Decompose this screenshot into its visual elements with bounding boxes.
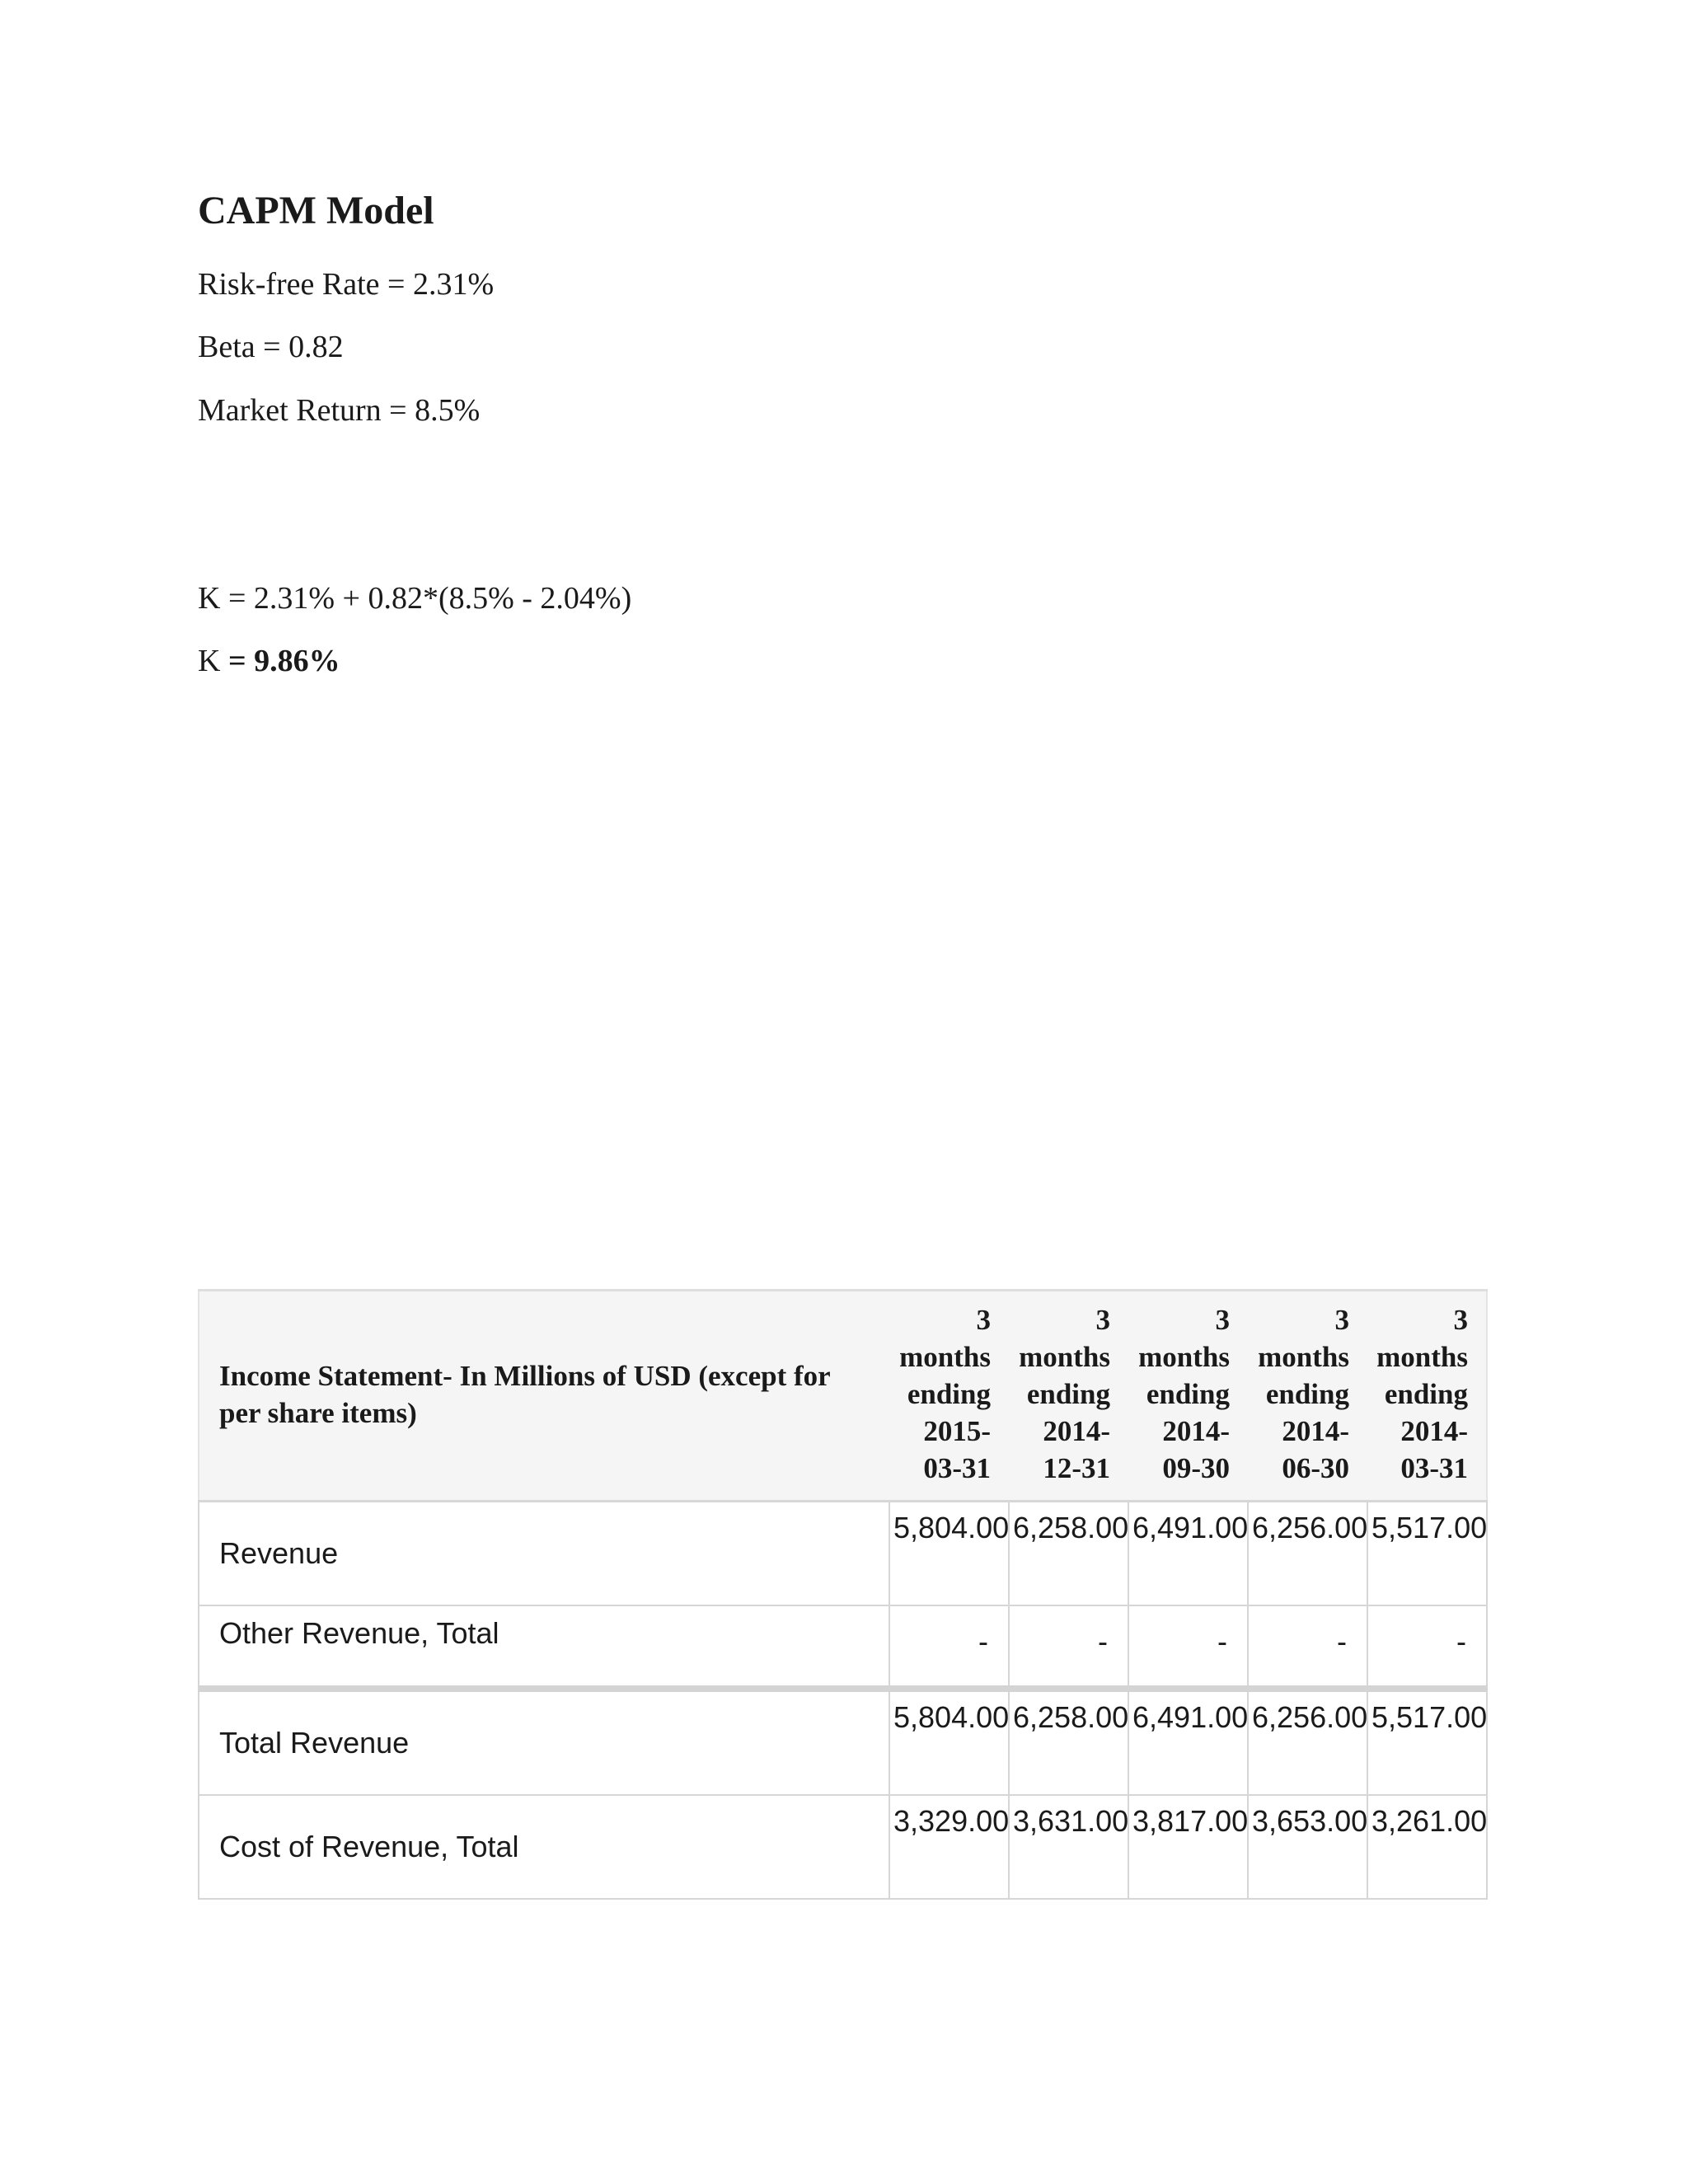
row-value: 3,631.00 — [1009, 1795, 1128, 1899]
period-header: 3 months ending 2014-12-31 — [1009, 1291, 1128, 1502]
row-value: 5,804.00 — [889, 1689, 1009, 1795]
row-value: 3,653.00 — [1248, 1795, 1367, 1899]
row-value: 3,329.00 — [889, 1795, 1009, 1899]
row-value: 6,258.00 — [1009, 1689, 1128, 1795]
risk-free-rate-line: Risk-free Rate = 2.31% — [198, 267, 495, 302]
row-value: - — [1248, 1605, 1367, 1689]
row-value: 5,517.00 — [1367, 1502, 1487, 1606]
row-value: 6,258.00 — [1009, 1502, 1128, 1606]
row-value: 5,517.00 — [1367, 1689, 1487, 1795]
row-value: - — [889, 1605, 1009, 1689]
period-header: 3 months ending 2015-03-31 — [889, 1291, 1009, 1502]
period-header: 3 months ending 2014-03-31 — [1367, 1291, 1487, 1502]
row-label: Total Revenue — [199, 1689, 889, 1795]
table-row — [199, 1502, 1487, 1606]
income-statement-header: Income Statement- In Millions of USD (except for per share items) — [199, 1291, 889, 1502]
beta-line: Beta = 0.82 — [198, 330, 344, 364]
result-prefix: K — [198, 644, 228, 678]
capm-formula-line: K = 2.31% + 0.82*(8.5% - 2.04%) — [198, 581, 632, 616]
page-title: CAPM Model — [198, 189, 434, 232]
row-value: 5,804.00 — [889, 1502, 1009, 1606]
row-value: - — [1009, 1605, 1128, 1689]
row-value: 3,817.00 — [1128, 1795, 1248, 1899]
row-label: Other Revenue, Total — [199, 1605, 889, 1689]
row-value: 6,256.00 — [1248, 1689, 1367, 1795]
table-row — [199, 1795, 1487, 1899]
period-header: 3 months ending 2014-06-30 — [1248, 1291, 1367, 1502]
row-value: 6,491.00 — [1128, 1689, 1248, 1795]
row-value: - — [1128, 1605, 1248, 1689]
period-header: 3 months ending 2014-09-30 — [1128, 1291, 1248, 1502]
table-header-row — [199, 1291, 1487, 1502]
row-label: Revenue — [199, 1502, 889, 1606]
table-row — [199, 1605, 1487, 1689]
capm-result-line — [198, 643, 340, 679]
row-value: - — [1367, 1605, 1487, 1689]
row-value: 6,256.00 — [1248, 1502, 1367, 1606]
row-label: Cost of Revenue, Total — [199, 1795, 889, 1899]
row-value: 6,491.00 — [1128, 1502, 1248, 1606]
result-value: = 9.86% — [227, 644, 340, 678]
table-row — [199, 1689, 1487, 1795]
row-value: 3,261.00 — [1367, 1795, 1487, 1899]
income-statement-table — [198, 1289, 1488, 1900]
market-return-line: Market Return = 8.5% — [198, 393, 481, 428]
